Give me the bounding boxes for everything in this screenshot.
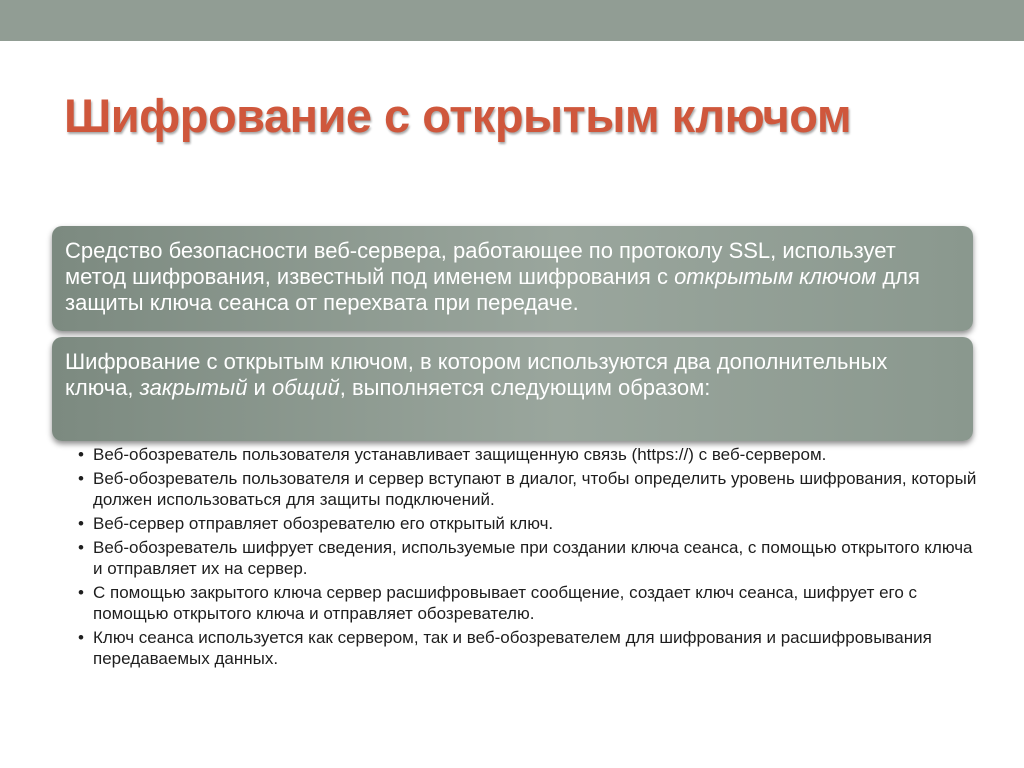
bullet-icon: •: [78, 469, 84, 488]
list-item-text: Веб-обозреватель шифрует сведения, используемые при создании ключа сеанса, с помощью открытого ключа и отправляет их на сервер.: [93, 538, 973, 578]
list-item-text: Ключ сеанса используется как сервером, так и веб-обозревателем для шифрования и расшифровывания передаваемых данных.: [93, 628, 932, 668]
list-item: [78, 627, 978, 669]
keys-intro-part-2: , выполняется следующим образом:: [339, 375, 711, 400]
slide-title: Шифрование с открытым ключом: [64, 89, 852, 142]
description-italic-term: открытым ключом: [674, 264, 877, 289]
list-item-text: Веб-обозреватель пользователя устанавливает защищенную связь (https://) с веб-сервером.: [93, 445, 827, 464]
list-item: [78, 582, 978, 624]
list-item-text: Веб-обозреватель пользователя и сервер вступают в диалог, чтобы определить уровень шифрования, который должен использоваться для защиты подключений.: [93, 469, 977, 509]
list-item: [78, 468, 978, 510]
list-item: [78, 537, 978, 579]
list-item: [78, 513, 978, 534]
bullet-icon: •: [78, 514, 84, 533]
keys-intro-conjunction: и: [247, 375, 272, 400]
private-key-term: закрытый: [139, 375, 248, 400]
bullet-icon: •: [78, 538, 84, 557]
description-text-part-2: для защиты ключа сеанса от перехвата при передаче.: [65, 264, 920, 315]
bullet-icon: •: [78, 445, 84, 464]
top-decorative-bar: [0, 0, 1024, 41]
description-text-part-1: Средство безопасности веб-сервера, работающее по протоколу SSL, использует метод шифрования, известный под именем шифрования с: [65, 238, 896, 289]
keys-intro-box: [52, 337, 973, 441]
list-item-text: Веб-сервер отправляет обозревателю его открытый ключ.: [93, 514, 554, 533]
keys-intro-part-1: Шифрование с открытым ключом, в котором используются два дополнительных ключа,: [65, 349, 888, 400]
list-item-text: С помощью закрытого ключа сервер расшифровывает сообщение, создает ключ сеанса, шифрует его с помощью открытого ключа и отправляет обозревателю.: [93, 583, 918, 623]
description-text: [65, 238, 960, 316]
description-box: [52, 226, 973, 331]
list-item: [78, 444, 978, 465]
steps-list: [78, 444, 978, 672]
keys-intro-text: [65, 349, 960, 401]
bullet-icon: •: [78, 583, 84, 602]
public-key-term: общий: [271, 375, 340, 400]
bullet-icon: •: [78, 628, 84, 647]
